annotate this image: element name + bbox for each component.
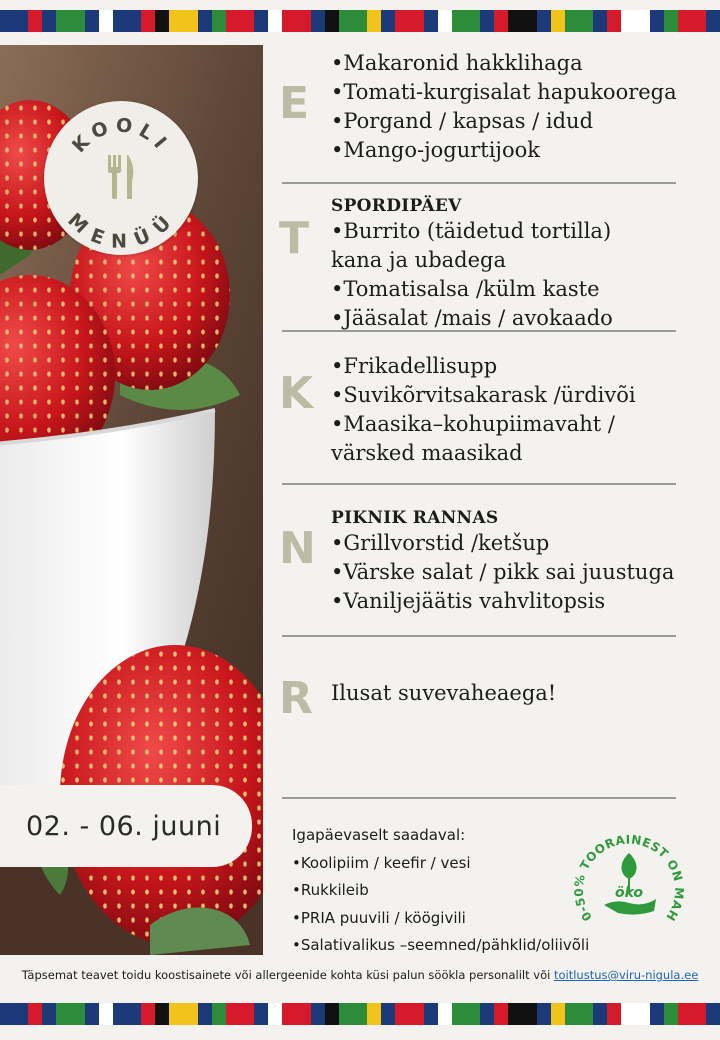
stripe-segment (438, 10, 452, 32)
stripe-segment (452, 10, 480, 32)
divider (282, 182, 676, 184)
day-letter-r: R (279, 673, 313, 724)
stripe-segment (226, 10, 254, 32)
menu-item: •Vaniljejäätis vahvlitopsis (331, 589, 606, 613)
stripe-segment (480, 1003, 494, 1025)
daily-item: •Koolipiim / keefir / vesi (292, 853, 471, 872)
stripe-segment (282, 1003, 310, 1025)
stripe-segment (254, 10, 268, 32)
eco-arc-text: 0-50% TOORAINEST ON MAH (571, 832, 687, 924)
menu-item: värsked maasikad (331, 441, 523, 465)
kooli-menuu-logo (44, 101, 198, 255)
daily-available-list (292, 822, 589, 960)
stripe-segment (395, 10, 423, 32)
daily-title: Igapäevaselt saadaval: (292, 826, 466, 844)
stripe-segment (438, 1003, 452, 1025)
stripe-segment (198, 1003, 212, 1025)
stripe-segment (551, 10, 565, 32)
stripe-segment (706, 10, 720, 32)
divider (282, 797, 676, 799)
daily-item: •Rukkileib (292, 881, 369, 899)
stripe-segment (395, 1003, 423, 1025)
menu-item: •Tomati-kurgisalat hapukoorega (331, 80, 677, 104)
menu-item: •Mango-jogurtijook (331, 138, 540, 162)
day-letter-t: T (279, 213, 310, 264)
menu-item: •Suvikõrvitsakarask /ürdivõi (331, 383, 636, 407)
menu-item: •Tomatisalsa /külm kaste (331, 277, 600, 301)
stripe-segment (212, 1003, 226, 1025)
stripe-segment (678, 10, 706, 32)
daily-item: •Salativalikus –seemned/pähklid/oliivõli (292, 936, 590, 954)
stripe-segment (480, 10, 494, 32)
menu-day-heading: SPORDIPÄEV (331, 196, 462, 216)
stripe-segment (650, 10, 664, 32)
eco-badge (566, 825, 692, 951)
stripe-segment (339, 10, 367, 32)
menu-item: •Frikadellisupp (331, 354, 498, 378)
menu-item: Ilusat suvevaheaega! (331, 681, 557, 705)
stripe-segment (311, 1003, 325, 1025)
stripe-segment (169, 1003, 197, 1025)
stripe-segment (367, 10, 381, 32)
menu-item: •Grillvorstid /ketšup (331, 531, 550, 555)
stripe-segment (113, 10, 141, 32)
stripe-segment (226, 1003, 254, 1025)
menu-day-heading: PIKNIK RANNAS (331, 508, 499, 528)
stripe-segment (113, 1003, 141, 1025)
stripe-segment (198, 10, 212, 32)
stripe-segment (508, 1003, 536, 1025)
stripe-segment (155, 1003, 169, 1025)
stripe-segment (508, 10, 536, 32)
stripe-segment (28, 10, 42, 32)
divider (282, 635, 676, 637)
stripe-segment (268, 10, 282, 32)
contact-email-link[interactable]: toitlustus@viru-nigula.ee (553, 968, 699, 982)
stripe-segment (621, 1003, 649, 1025)
menu-day-e (331, 49, 711, 165)
leaf-hand-icon (604, 853, 656, 915)
day-letter-k: K (279, 368, 314, 419)
stripe-segment (381, 1003, 395, 1025)
stripe-segment (0, 1003, 28, 1025)
logo-top-text: KOOLI (67, 114, 175, 158)
stripe-segment (42, 1003, 56, 1025)
stripe-segment (424, 10, 438, 32)
daily-item: •PRIA puuvili / köögivili (292, 908, 466, 927)
date-range-box (0, 785, 252, 867)
menu-item: kana ja ubadega (331, 248, 506, 272)
eco-center-text: öko (614, 885, 644, 901)
date-range: 02. - 06. juuni (26, 810, 222, 842)
menu-day-k (331, 352, 711, 468)
stripe-segment (664, 10, 678, 32)
stripe-segment (551, 1003, 565, 1025)
stripe-segment (494, 1003, 508, 1025)
stripe-segment (452, 1003, 480, 1025)
stripe-segment (565, 10, 593, 32)
menu-item: •Burrito (täidetud tortilla) (331, 219, 612, 243)
stripe-segment (494, 10, 508, 32)
menu-day-t (331, 195, 711, 333)
menu-item: •Jääsalat /mais / avokaado (331, 306, 613, 330)
menu-item: •Värske salat / pikk sai juustuga (331, 560, 675, 584)
stripe-segment (678, 1003, 706, 1025)
stripe-segment (593, 10, 607, 32)
stripe-segment (42, 10, 56, 32)
svg-text:KOOLI (68, 114, 174, 157)
day-letter-n: N (279, 523, 316, 574)
stripe-segment (311, 10, 325, 32)
stripe-segment (325, 10, 339, 32)
stripe-segment (268, 1003, 282, 1025)
stripe-segment (367, 1003, 381, 1025)
stripe-segment (537, 10, 551, 32)
stripe-segment (56, 10, 84, 32)
fork-knife-icon (108, 155, 133, 199)
stripe-segment (85, 10, 99, 32)
stripe-segment (56, 1003, 84, 1025)
stripe-segment (607, 1003, 621, 1025)
menu-day-n (331, 507, 711, 616)
stripe-segment (282, 10, 310, 32)
stripe-segment (424, 1003, 438, 1025)
menu-item: •Maasika–kohupiimavaht / (331, 412, 615, 436)
stripe-segment (664, 1003, 678, 1025)
stripe-segment (537, 1003, 551, 1025)
stripe-segment (85, 1003, 99, 1025)
stripe-segment (99, 1003, 113, 1025)
stripe-segment (141, 10, 155, 32)
decorative-stripe-bottom (0, 1003, 720, 1025)
stripe-segment (706, 1003, 720, 1025)
stripe-segment (141, 1003, 155, 1025)
stripe-segment (339, 1003, 367, 1025)
svg-text:MENÜÜ (63, 207, 179, 252)
stripe-segment (254, 1003, 268, 1025)
stripe-segment (99, 10, 113, 32)
menu-item: •Porgand / kapsas / idud (331, 109, 594, 133)
stripe-segment (381, 10, 395, 32)
day-letter-e: E (279, 78, 310, 129)
stripe-segment (565, 1003, 593, 1025)
logo-bottom-text: MENÜÜ (63, 208, 179, 253)
stripe-segment (155, 10, 169, 32)
stripe-segment (0, 10, 28, 32)
stripe-segment (607, 10, 621, 32)
divider (282, 330, 676, 332)
decorative-stripe-top (0, 10, 720, 32)
menu-item: •Makaronid hakklihaga (331, 51, 583, 75)
menu-day-r (331, 679, 711, 708)
stripe-segment (621, 10, 649, 32)
stripe-segment (325, 1003, 339, 1025)
stripe-segment (169, 10, 197, 32)
stripe-segment (650, 1003, 664, 1025)
divider (282, 483, 676, 485)
footnote-text: Täpsemat teavet toidu koostisainete või allergeenide kohta küsi palun söökla personalilt või (21, 968, 554, 982)
stripe-segment (593, 1003, 607, 1025)
stripe-segment (28, 1003, 42, 1025)
stripe-segment (212, 10, 226, 32)
footnote (0, 968, 720, 982)
